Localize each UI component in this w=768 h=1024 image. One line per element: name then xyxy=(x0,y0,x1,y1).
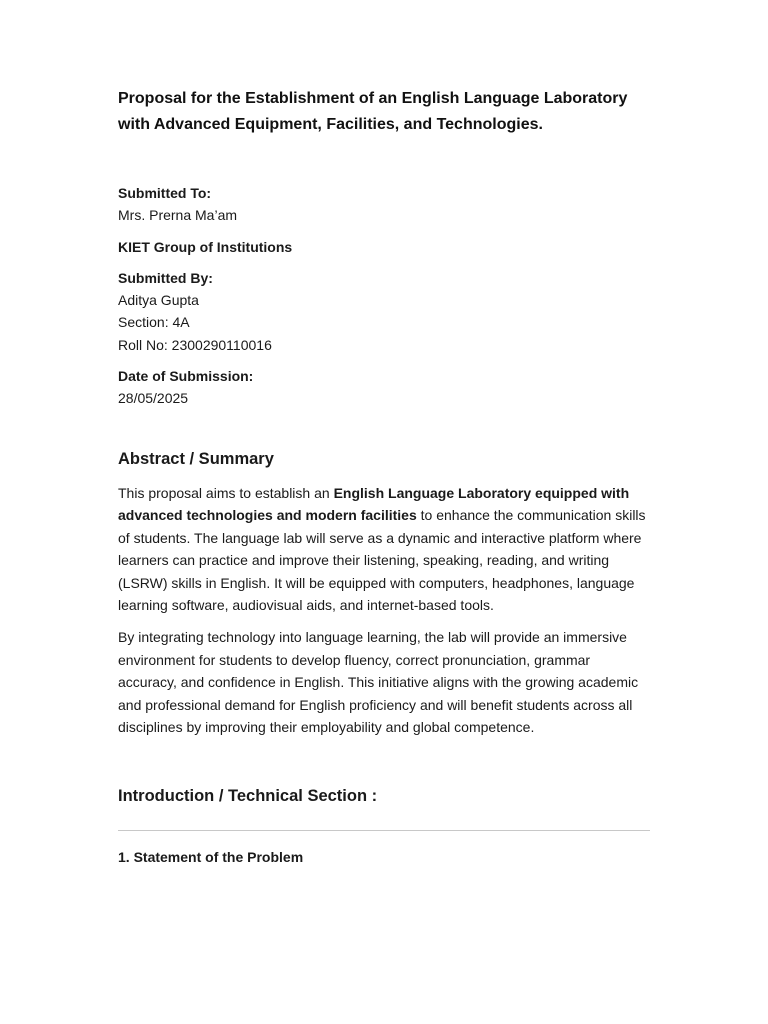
abstract-paragraph-2: By integrating technology into language learning, the lab will provide an immersive environment for students to develop fluency, correct pronunciation, grammar accuracy, and confidence in English. This initiative aligns with the growing academic and professional demand for English proficiency and will benefit students across all disciplines by improving their employability and global competence. xyxy=(118,629,639,736)
problem-statement-heading: 1. Statement of the Problem xyxy=(118,849,304,866)
abstract-p1-intro: This proposal aims to establish an xyxy=(118,484,334,501)
submitted-to-label: Submitted To: xyxy=(118,185,212,201)
submitted-by-block xyxy=(118,267,650,357)
institution-name: KIET Group of Institutions xyxy=(118,238,293,255)
abstract-p1-rest: to enhance the communication skills of students. The language lab will serve as a dynamic and interactive platform where learners can practice and improve their listening, speaking, reading, and writing (LSRW) skills in English. It will be equipped with computers, headphones, language learning software, audiovisual aids, and internet-based tools. xyxy=(118,507,646,614)
submitter-roll-no: Roll No: 2300290110016 xyxy=(118,336,272,353)
introduction-heading: Introduction / Technical Section : xyxy=(118,787,378,806)
date-label: Date of Submission: xyxy=(118,368,254,384)
submitter-name: Aditya Gupta xyxy=(118,291,199,308)
submitter-section: Section: 4A xyxy=(118,314,190,330)
submitted-to-block xyxy=(118,182,650,227)
date-value: 28/05/2025 xyxy=(118,390,189,406)
document-title: Proposal for the Establishment of an English Language Laboratory with Advanced Equipment, Facilities, and Technologies. xyxy=(118,90,628,133)
date-block xyxy=(118,365,650,410)
institution-block xyxy=(118,236,650,258)
abstract-heading: Abstract / Summary xyxy=(118,449,274,468)
submitted-to-value: Mrs. Prerna Ma’am xyxy=(118,207,238,223)
section-divider xyxy=(118,830,650,831)
abstract-p1-emphasis: English Language Laboratory equipped with advanced technologies and modern facilities xyxy=(118,484,630,524)
submitted-by-label: Submitted By: xyxy=(118,269,213,286)
abstract-paragraph-1 xyxy=(118,482,650,618)
